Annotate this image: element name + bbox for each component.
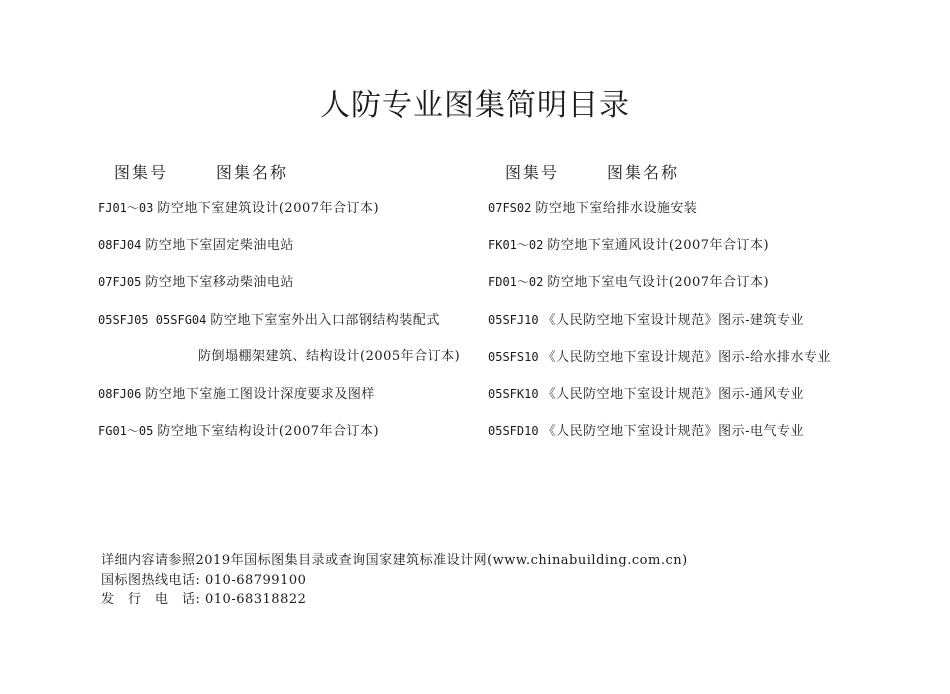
catalog-entry	[488, 347, 908, 384]
entry-name: 《人民防空地下室设计规范》图示-通风专业	[542, 386, 804, 402]
entry-code: FJ01～03	[98, 201, 154, 215]
catalog-entry	[98, 235, 478, 272]
entry-name: 防空地下室施工图设计深度要求及图样	[145, 386, 375, 402]
entry-code: 05SFS10	[488, 349, 539, 364]
right-column	[488, 160, 908, 458]
catalog-entry	[488, 384, 908, 421]
left-entry-list	[98, 198, 478, 458]
header-name-label: 图集名称	[216, 163, 289, 182]
right-column-header	[488, 160, 908, 184]
header-code-label: 图集号	[114, 163, 169, 182]
catalog-entry	[488, 421, 908, 458]
entry-name: 防倒塌棚架建筑、结构设计(2005年合订本)	[198, 348, 461, 364]
entry-code: FG01～05	[98, 424, 154, 439]
catalog-entry	[98, 421, 478, 458]
catalog-entry	[488, 198, 908, 235]
entry-code: FD01～02	[488, 275, 544, 290]
catalog-entry	[98, 198, 478, 235]
footer-reference-note: 详细内容请参照2019年国标图集目录或查询国家建筑标准设计网(www.chinabuilding.com.cn)	[101, 553, 688, 568]
entry-name: 防空地下室建筑设计(2007年合订本)	[157, 201, 380, 216]
entry-name: 防空地下室固定柴油电站	[145, 238, 294, 254]
entry-name: 防空地下室通风设计(2007年合订本)	[547, 238, 770, 254]
catalog-entry	[98, 310, 478, 347]
entry-code: 07FJ05	[98, 275, 142, 290]
entry-name: 《人民防空地下室设计规范》图示-给水排水专业	[542, 349, 831, 365]
contact-footer	[101, 551, 688, 610]
entry-code: 08FJ04	[98, 238, 142, 253]
entry-code: 05SFD10	[488, 424, 539, 439]
entry-name: 防空地下室移动柴油电站	[145, 275, 294, 291]
entry-code: 08FJ06	[98, 386, 142, 401]
left-column	[98, 160, 478, 458]
catalog-entry	[488, 310, 908, 347]
entry-code: 05SFJ10	[488, 312, 539, 327]
catalog-entry	[98, 272, 478, 309]
footer-distribution-phone: 发 行 电 话: 010-68318822	[101, 592, 307, 607]
entry-name: 《人民防空地下室设计规范》图示-电气专业	[542, 424, 804, 440]
entry-name: 《人民防空地下室设计规范》图示-建筑专业	[542, 312, 804, 328]
entry-code: 05SFJ05 05SFG04	[98, 312, 207, 327]
catalog-entry	[488, 272, 908, 309]
header-name-label: 图集名称	[607, 163, 680, 182]
entry-name: 防空地下室给排水设施安装	[535, 201, 698, 216]
header-code-label: 图集号	[505, 163, 560, 182]
right-entry-list	[488, 198, 908, 458]
entry-code: 05SFK10	[488, 386, 539, 401]
entry-code: FK01～02	[488, 238, 544, 253]
catalog-entry	[488, 235, 908, 272]
catalog-entry	[98, 384, 478, 421]
entry-code: 07FS02	[488, 201, 532, 215]
entry-name: 防空地下室结构设计(2007年合订本)	[157, 424, 380, 440]
catalog-entry-continuation	[98, 347, 478, 384]
page-title: 人防专业图集简明目录	[320, 88, 630, 123]
entry-name: 防空地下室室外出入口部钢结构装配式	[210, 312, 440, 328]
entry-name: 防空地下室电气设计(2007年合订本)	[547, 275, 770, 291]
left-column-header	[98, 160, 478, 184]
footer-hotline: 国标图热线电话: 010-68799100	[101, 572, 307, 588]
